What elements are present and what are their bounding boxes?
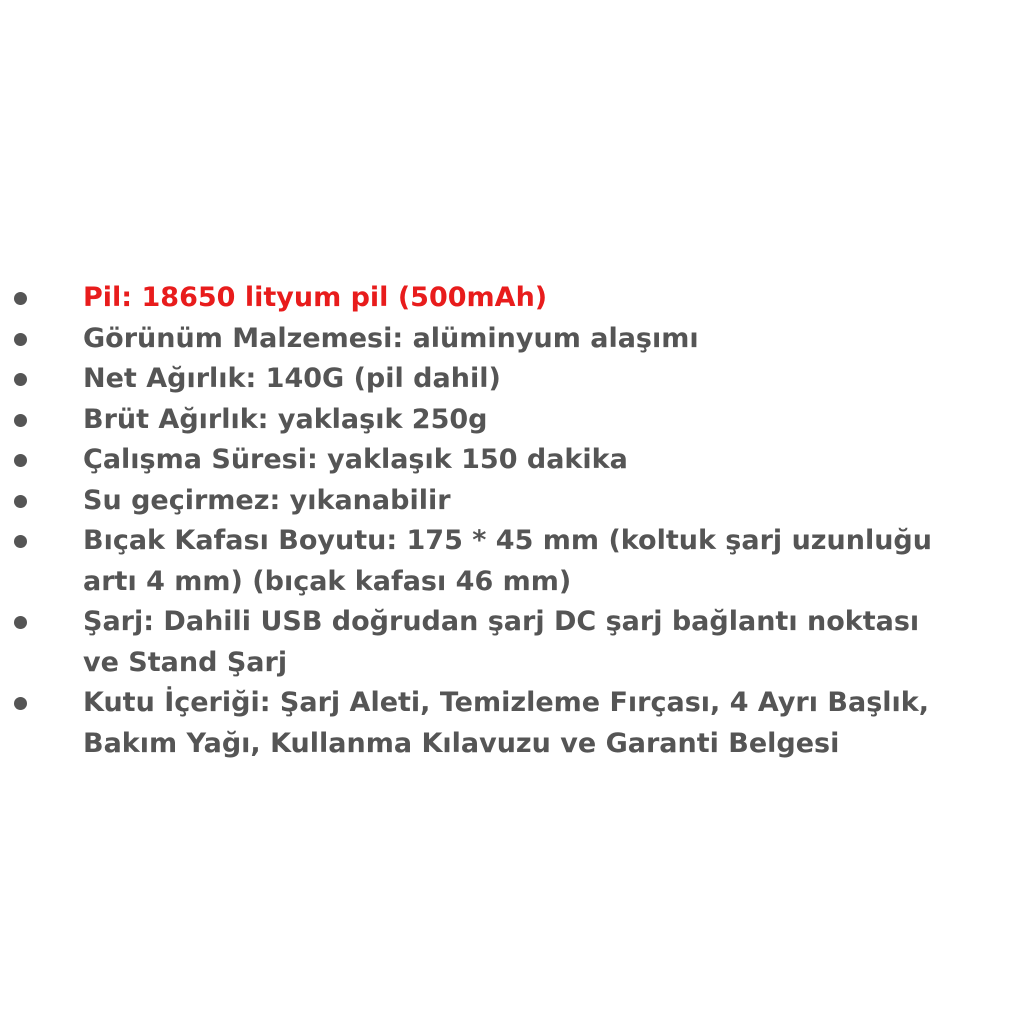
spec-text: Kutu İçeriği: Şarj Aleti, Temizleme Fırçası, 4 Ayrı Başlık, xyxy=(83,687,929,718)
spec-item-working-time xyxy=(0,440,1010,481)
bullet-icon xyxy=(14,414,27,427)
spec-text-continued: ve Stand Şarj xyxy=(83,646,288,678)
spec-item-material xyxy=(0,319,1010,360)
bullet-icon xyxy=(14,292,27,305)
spec-text: Pil: 18650 lityum pil (500mAh) xyxy=(83,282,548,313)
bullet-icon xyxy=(14,535,27,548)
spec-text: Net Ağırlık: 140G (pil dahil) xyxy=(83,363,501,394)
spec-text-continued: Bakım Yağı, Kullanma Kılavuzu ve Garanti Belgesi xyxy=(83,727,840,759)
bullet-icon xyxy=(14,616,27,629)
spec-item-box-contents xyxy=(0,683,1010,764)
bullet-icon xyxy=(14,454,27,467)
spec-item-charging xyxy=(0,602,1010,683)
spec-text: Görünüm Malzemesi: alüminyum alaşımı xyxy=(83,322,699,354)
spec-list xyxy=(0,278,1010,764)
spec-text: Brüt Ağırlık: yaklaşık 250g xyxy=(83,403,488,435)
bullet-icon xyxy=(14,697,27,710)
spec-item-battery xyxy=(0,278,1010,319)
spec-item-blade-size xyxy=(0,521,1010,602)
bullet-icon xyxy=(14,495,27,508)
bullet-icon xyxy=(14,333,27,346)
spec-text: Şarj: Dahili USB doğrudan şarj DC şarj bağlantı noktası xyxy=(83,606,920,637)
spec-item-net-weight xyxy=(0,359,1010,400)
bullet-icon xyxy=(14,373,27,386)
spec-text: Çalışma Süresi: yaklaşık 150 dakika xyxy=(83,444,628,475)
spec-item-gross-weight xyxy=(0,400,1010,441)
spec-text-continued: artı 4 mm) (bıçak kafası 46 mm) xyxy=(83,565,572,597)
spec-text: Su geçirmez: yıkanabilir xyxy=(83,484,451,516)
spec-text: Bıçak Kafası Boyutu: 175 * 45 mm (koltuk şarj uzunluğu xyxy=(83,525,932,556)
spec-item-waterproof xyxy=(0,481,1010,522)
